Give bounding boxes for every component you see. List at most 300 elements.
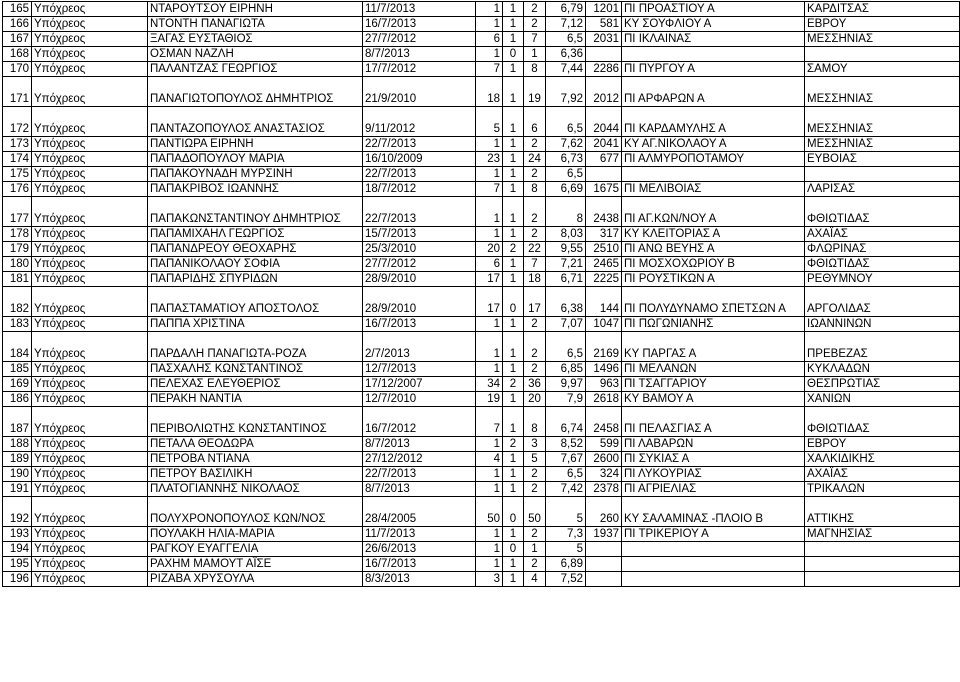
date-cell: 22/7/2013 (363, 137, 476, 152)
date-cell: 18/7/2012 (363, 182, 476, 197)
code-cell: 2012 (586, 77, 622, 107)
full-name-cell: ΠΑΝΤΑΖΟΠΟΥΛΟΣ ΑΝΑΣΤΑΣΙΟΣ (148, 107, 363, 137)
table-row (3, 47, 960, 62)
prefecture-cell: ΧΑΝΙΩΝ (805, 392, 960, 407)
prefecture-cell: ΜΕΣΣΗΝΙΑΣ (805, 137, 960, 152)
location-cell: ΠΙ ΜΕΛΙΒΟΙΑΣ (622, 182, 805, 197)
date-cell: 21/9/2010 (363, 77, 476, 107)
location-cell: ΠΙ ΛΥΚΟΥΡΙΑΣ (622, 467, 805, 482)
obligor-status-cell: Υπόχρεος (32, 287, 148, 317)
obligor-status-cell: Υπόχρεος (32, 572, 148, 587)
score-cell: 5 (546, 542, 586, 557)
code-cell: 260 (586, 497, 622, 527)
score-cell: 6,5 (546, 32, 586, 47)
full-name-cell: ΠΕΤΡΟΥ ΒΑΣΙΛΙΚΗ (148, 467, 363, 482)
date-cell: 22/7/2013 (363, 167, 476, 182)
location-cell: ΚΥ ΣΑΛΑΜΙΝΑΣ -ΠΛΟΙΟ Β (622, 497, 805, 527)
prefecture-cell (805, 47, 960, 62)
code-cell: 144 (586, 287, 622, 317)
score-cell: 8,52 (546, 437, 586, 452)
count-b-cell: 1 (503, 167, 524, 182)
obligors-table (2, 1, 960, 587)
location-cell (622, 572, 805, 587)
obligor-status-cell: Υπόχρεος (32, 557, 148, 572)
count-b-cell: 1 (503, 137, 524, 152)
table-row (3, 362, 960, 377)
count-a-cell: 17 (476, 287, 503, 317)
code-cell: 599 (586, 437, 622, 452)
count-b-cell: 0 (503, 497, 524, 527)
row-number-cell: 181 (3, 272, 32, 287)
count-total-cell: 2 (524, 2, 546, 17)
code-cell: 2618 (586, 392, 622, 407)
date-cell: 16/7/2013 (363, 17, 476, 32)
count-b-cell: 2 (503, 377, 524, 392)
count-b-cell: 1 (503, 107, 524, 137)
full-name-cell: ΠΕΡΑΚΗ ΝΑΝΤΙΑ (148, 392, 363, 407)
location-cell (622, 47, 805, 62)
code-cell: 1201 (586, 2, 622, 17)
count-total-cell: 2 (524, 362, 546, 377)
row-number-cell: 180 (3, 257, 32, 272)
obligor-status-cell: Υπόχρεος (32, 242, 148, 257)
obligor-status-cell: Υπόχρεος (32, 47, 148, 62)
code-cell (586, 167, 622, 182)
count-a-cell: 1 (476, 17, 503, 32)
count-total-cell: 2 (524, 527, 546, 542)
row-number-cell: 193 (3, 527, 32, 542)
location-cell (622, 542, 805, 557)
count-b-cell: 1 (503, 362, 524, 377)
table-row (3, 107, 960, 137)
score-cell: 6,79 (546, 2, 586, 17)
count-a-cell: 19 (476, 392, 503, 407)
code-cell: 1047 (586, 317, 622, 332)
prefecture-cell: ΑΧΑΪΑΣ (805, 227, 960, 242)
count-a-cell: 1 (476, 437, 503, 452)
date-cell: 11/7/2013 (363, 527, 476, 542)
prefecture-cell: ΕΒΡΟΥ (805, 17, 960, 32)
full-name-cell: ΠΕΤΡΟΒΑ ΝΤΙΑΝΑ (148, 452, 363, 467)
prefecture-cell: ΜΕΣΣΗΝΙΑΣ (805, 32, 960, 47)
count-total-cell: 2 (524, 482, 546, 497)
count-a-cell: 1 (476, 227, 503, 242)
full-name-cell: ΠΑΠΑΚΡΙΒΟΣ ΙΩΑΝΝΗΣ (148, 182, 363, 197)
location-cell: ΠΙ ΑΡΦΑΡΩΝ Α (622, 77, 805, 107)
count-total-cell: 2 (524, 137, 546, 152)
location-cell: ΠΙ ΤΡΙΚΕΡΙΟΥ Α (622, 527, 805, 542)
prefecture-cell: ΑΤΤΙΚΗΣ (805, 497, 960, 527)
count-a-cell: 1 (476, 197, 503, 227)
score-cell: 7,21 (546, 257, 586, 272)
count-a-cell: 1 (476, 317, 503, 332)
code-cell: 2458 (586, 407, 622, 437)
location-cell: ΠΙ ΑΓ.ΚΩΝ/ΝΟΥ Α (622, 197, 805, 227)
location-cell: ΠΙ ΑΛΜΥΡΟΠΟΤΑΜΟΥ (622, 152, 805, 167)
date-cell: 26/6/2013 (363, 542, 476, 557)
obligor-status-cell: Υπόχρεος (32, 257, 148, 272)
count-a-cell: 5 (476, 107, 503, 137)
location-cell: ΠΙ ΙΚΛΑΙΝΑΣ (622, 32, 805, 47)
code-cell: 2465 (586, 257, 622, 272)
prefecture-cell: ΙΩΑΝΝΙΝΩΝ (805, 317, 960, 332)
count-a-cell: 1 (476, 527, 503, 542)
count-b-cell: 1 (503, 407, 524, 437)
count-a-cell: 34 (476, 377, 503, 392)
code-cell: 677 (586, 152, 622, 167)
count-a-cell: 17 (476, 272, 503, 287)
count-a-cell: 3 (476, 572, 503, 587)
prefecture-cell: ΦΘΙΩΤΙΔΑΣ (805, 197, 960, 227)
score-cell: 7,3 (546, 527, 586, 542)
count-total-cell: 22 (524, 242, 546, 257)
count-b-cell: 1 (503, 197, 524, 227)
full-name-cell: ΠΟΥΛΑΚΗ ΗΛΙΑ-ΜΑΡΙΑ (148, 527, 363, 542)
row-number-cell: 186 (3, 392, 32, 407)
count-total-cell: 2 (524, 317, 546, 332)
row-number-cell: 172 (3, 107, 32, 137)
count-b-cell: 1 (503, 152, 524, 167)
table-row (3, 17, 960, 32)
full-name-cell: ΝΤΟΝΤΗ ΠΑΝΑΓΙΩΤΑ (148, 17, 363, 32)
table-row (3, 2, 960, 17)
obligor-status-cell: Υπόχρεος (32, 227, 148, 242)
obligor-status-cell: Υπόχρεος (32, 332, 148, 362)
count-total-cell: 20 (524, 392, 546, 407)
prefecture-cell: ΠΡΕΒΕΖΑΣ (805, 332, 960, 362)
table-row (3, 257, 960, 272)
row-number-cell: 169 (3, 377, 32, 392)
count-a-cell: 1 (476, 557, 503, 572)
count-total-cell: 18 (524, 272, 546, 287)
row-number-cell: 189 (3, 452, 32, 467)
score-cell: 6,85 (546, 362, 586, 377)
full-name-cell: ΠΑΠΑΣΤΑΜΑΤΙΟΥ ΑΠΟΣΤΟΛΟΣ (148, 287, 363, 317)
date-cell: 27/7/2012 (363, 257, 476, 272)
score-cell: 6,5 (546, 332, 586, 362)
table-row (3, 167, 960, 182)
score-cell: 7,67 (546, 452, 586, 467)
score-cell: 8 (546, 197, 586, 227)
count-total-cell: 7 (524, 257, 546, 272)
date-cell: 11/7/2013 (363, 2, 476, 17)
obligor-status-cell: Υπόχρεος (32, 107, 148, 137)
row-number-cell: 191 (3, 482, 32, 497)
full-name-cell: ΠΕΛΕΧΑΣ ΕΛΕΥΘΕΡΙΟΣ (148, 377, 363, 392)
count-a-cell: 1 (476, 332, 503, 362)
table-row (3, 77, 960, 107)
count-a-cell: 1 (476, 467, 503, 482)
count-b-cell: 1 (503, 257, 524, 272)
count-total-cell: 1 (524, 542, 546, 557)
count-a-cell: 7 (476, 62, 503, 77)
date-cell: 28/9/2010 (363, 272, 476, 287)
full-name-cell: ΡΙΖΑΒΑ ΧΡΥΣΟΥΛΑ (148, 572, 363, 587)
score-cell: 8,03 (546, 227, 586, 242)
count-b-cell: 1 (503, 527, 524, 542)
count-a-cell: 1 (476, 137, 503, 152)
count-total-cell: 2 (524, 467, 546, 482)
code-cell (586, 47, 622, 62)
location-cell: ΠΙ ΑΝΩ ΒΕΥΗΣ Α (622, 242, 805, 257)
count-a-cell: 1 (476, 362, 503, 377)
table-row (3, 182, 960, 197)
score-cell: 6,5 (546, 167, 586, 182)
prefecture-cell: ΚΑΡΔΙΤΣΑΣ (805, 2, 960, 17)
location-cell: ΠΙ ΠΕΛΑΣΓΙΑΣ Α (622, 407, 805, 437)
count-total-cell: 2 (524, 197, 546, 227)
date-cell: 8/7/2013 (363, 437, 476, 452)
score-cell: 5 (546, 497, 586, 527)
full-name-cell: ΠΕΡΙΒΟΛΙΩΤΗΣ ΚΩΝΣΤΑΝΤΙΝΟΣ (148, 407, 363, 437)
count-b-cell: 1 (503, 227, 524, 242)
obligor-status-cell: Υπόχρεος (32, 377, 148, 392)
obligor-status-cell: Υπόχρεος (32, 392, 148, 407)
table-row (3, 497, 960, 527)
prefecture-cell: ΦΘΙΩΤΙΔΑΣ (805, 407, 960, 437)
obligor-status-cell: Υπόχρεος (32, 467, 148, 482)
count-a-cell: 1 (476, 482, 503, 497)
row-number-cell: 194 (3, 542, 32, 557)
location-cell: ΚΥ ΠΑΡΓΑΣ Α (622, 332, 805, 362)
row-number-cell: 171 (3, 77, 32, 107)
full-name-cell: ΠΑΛΑΝΤΖΑΣ ΓΕΩΡΓΙΟΣ (148, 62, 363, 77)
full-name-cell: ΠΑΠΑΡΙΔΗΣ ΣΠΥΡΙΔΩΝ (148, 272, 363, 287)
count-b-cell: 1 (503, 62, 524, 77)
code-cell (586, 557, 622, 572)
count-total-cell: 24 (524, 152, 546, 167)
obligor-status-cell: Υπόχρεος (32, 32, 148, 47)
row-number-cell: 178 (3, 227, 32, 242)
date-cell: 28/9/2010 (363, 287, 476, 317)
table-row (3, 527, 960, 542)
prefecture-cell: ΤΡΙΚΑΛΩΝ (805, 482, 960, 497)
full-name-cell: ΠΑΠΠΑ ΧΡΙΣΤΙΝΑ (148, 317, 363, 332)
row-number-cell: 179 (3, 242, 32, 257)
count-a-cell: 18 (476, 77, 503, 107)
location-cell: ΠΙ ΚΑΡΔΑΜΥΛΗΣ Α (622, 107, 805, 137)
count-b-cell: 0 (503, 287, 524, 317)
row-number-cell: 188 (3, 437, 32, 452)
table-row (3, 317, 960, 332)
count-b-cell: 0 (503, 542, 524, 557)
date-cell: 8/7/2013 (363, 47, 476, 62)
row-number-cell: 190 (3, 467, 32, 482)
date-cell: 22/7/2013 (363, 197, 476, 227)
table-row (3, 572, 960, 587)
table-row (3, 32, 960, 47)
row-number-cell: 187 (3, 407, 32, 437)
location-cell: ΠΙ ΣΥΚΙΑΣ Α (622, 452, 805, 467)
obligor-status-cell: Υπόχρεος (32, 152, 148, 167)
location-cell (622, 167, 805, 182)
location-cell: ΠΙ ΛΑΒΑΡΩΝ (622, 437, 805, 452)
obligor-status-cell: Υπόχρεος (32, 542, 148, 557)
prefecture-cell: ΛΑΡΙΣΑΣ (805, 182, 960, 197)
date-cell: 22/7/2013 (363, 467, 476, 482)
obligor-status-cell: Υπόχρεος (32, 317, 148, 332)
score-cell: 6,74 (546, 407, 586, 437)
score-cell: 6,73 (546, 152, 586, 167)
obligor-status-cell: Υπόχρεος (32, 497, 148, 527)
code-cell: 963 (586, 377, 622, 392)
count-total-cell: 2 (524, 227, 546, 242)
count-a-cell: 6 (476, 257, 503, 272)
score-cell: 7,07 (546, 317, 586, 332)
count-total-cell: 19 (524, 77, 546, 107)
location-cell: ΠΙ ΡΟΥΣΤΙΚΩΝ Α (622, 272, 805, 287)
count-a-cell: 1 (476, 47, 503, 62)
full-name-cell: ΠΛΑΤΟΓΙΑΝΝΗΣ ΝΙΚΟΛΑΟΣ (148, 482, 363, 497)
score-cell: 7,92 (546, 77, 586, 107)
count-a-cell: 50 (476, 497, 503, 527)
date-cell: 16/7/2013 (363, 557, 476, 572)
table-row (3, 407, 960, 437)
obligor-status-cell: Υπόχρεος (32, 182, 148, 197)
prefecture-cell: ΜΕΣΣΗΝΙΑΣ (805, 77, 960, 107)
obligor-status-cell: Υπόχρεος (32, 197, 148, 227)
location-cell: ΠΙ ΠΟΛΥΔΥΝΑΜΟ ΣΠΕΤΣΩΝ Α (622, 287, 805, 317)
obligor-status-cell: Υπόχρεος (32, 362, 148, 377)
code-cell: 2031 (586, 32, 622, 47)
prefecture-cell (805, 167, 960, 182)
row-number-cell: 177 (3, 197, 32, 227)
obligor-status-cell: Υπόχρεος (32, 2, 148, 17)
row-number-cell: 195 (3, 557, 32, 572)
table-row (3, 392, 960, 407)
count-a-cell: 6 (476, 32, 503, 47)
location-cell: ΠΙ ΠΩΓΩΝΙΑΝΗΣ (622, 317, 805, 332)
row-number-cell: 184 (3, 332, 32, 362)
score-cell: 6,5 (546, 467, 586, 482)
table-row (3, 137, 960, 152)
location-cell: ΠΙ ΠΥΡΓΟΥ Α (622, 62, 805, 77)
obligor-status-cell: Υπόχρεος (32, 17, 148, 32)
count-a-cell: 7 (476, 182, 503, 197)
table-row (3, 557, 960, 572)
obligor-status-cell: Υπόχρεος (32, 482, 148, 497)
code-cell: 317 (586, 227, 622, 242)
full-name-cell: ΝΤΑΡΟΥΤΣΟΥ ΕΙΡΗΝΗ (148, 2, 363, 17)
count-b-cell: 1 (503, 182, 524, 197)
count-a-cell: 20 (476, 242, 503, 257)
score-cell: 7,44 (546, 62, 586, 77)
score-cell: 6,71 (546, 272, 586, 287)
table-row (3, 437, 960, 452)
date-cell: 27/7/2012 (363, 32, 476, 47)
prefecture-cell (805, 572, 960, 587)
table-row (3, 242, 960, 257)
count-b-cell: 1 (503, 32, 524, 47)
row-number-cell: 176 (3, 182, 32, 197)
count-total-cell: 3 (524, 437, 546, 452)
location-cell: ΚΥ ΑΓ.ΝΙΚΟΛΑΟΥ Α (622, 137, 805, 152)
count-b-cell: 1 (503, 17, 524, 32)
full-name-cell: ΠΑΠΑΝΔΡΕΟΥ ΘΕΟΧΑΡΗΣ (148, 242, 363, 257)
count-b-cell: 1 (503, 332, 524, 362)
row-number-cell: 167 (3, 32, 32, 47)
count-total-cell: 6 (524, 107, 546, 137)
table-row (3, 197, 960, 227)
full-name-cell: ΠΑΠΑΜΙΧΑΗΛ ΓΕΩΡΓΙΟΣ (148, 227, 363, 242)
row-number-cell: 168 (3, 47, 32, 62)
count-total-cell: 8 (524, 407, 546, 437)
obligor-status-cell: Υπόχρεος (32, 452, 148, 467)
count-b-cell: 2 (503, 437, 524, 452)
full-name-cell: ΠΑΠΑΚΟΥΝΑΔΗ ΜΥΡΣΙΝΗ (148, 167, 363, 182)
obligor-status-cell: Υπόχρεος (32, 167, 148, 182)
code-cell: 1937 (586, 527, 622, 542)
score-cell: 6,5 (546, 107, 586, 137)
code-cell: 2041 (586, 137, 622, 152)
full-name-cell: ΠΑΡΔΑΛΗ ΠΑΝΑΓΙΩΤΑ-ΡΟΖΑ (148, 332, 363, 362)
table-row (3, 452, 960, 467)
full-name-cell: ΠΑΝΑΓΙΩΤΟΠΟΥΛΟΣ ΔΗΜΗΤΡΙΟΣ (148, 77, 363, 107)
location-cell: ΠΙ ΑΓΡΙΕΛΙΑΣ (622, 482, 805, 497)
full-name-cell: ΠΑΠΑΔΟΠΟΥΛΟΥ ΜΑΡΙΑ (148, 152, 363, 167)
full-name-cell: ΠΑΣΧΑΛΗΣ ΚΩΝΣΤΑΝΤΙΝΟΣ (148, 362, 363, 377)
count-total-cell: 5 (524, 452, 546, 467)
prefecture-cell: ΕΥΒΟΙΑΣ (805, 152, 960, 167)
count-total-cell: 2 (524, 332, 546, 362)
location-cell: ΠΙ ΜΟΣΧΟΧΩΡΙΟΥ Β (622, 257, 805, 272)
count-total-cell: 2 (524, 167, 546, 182)
row-number-cell: 192 (3, 497, 32, 527)
row-number-cell: 174 (3, 152, 32, 167)
row-number-cell: 170 (3, 62, 32, 77)
obligor-status-cell: Υπόχρεος (32, 77, 148, 107)
table-row (3, 62, 960, 77)
code-cell: 2169 (586, 332, 622, 362)
prefecture-cell (805, 557, 960, 572)
obligor-status-cell: Υπόχρεος (32, 62, 148, 77)
count-a-cell: 7 (476, 407, 503, 437)
count-b-cell: 1 (503, 392, 524, 407)
full-name-cell: ΡΑΧΗΜ ΜΑΜΟΥΤ ΑΪΣΕ (148, 557, 363, 572)
table-row (3, 377, 960, 392)
score-cell: 6,69 (546, 182, 586, 197)
count-a-cell: 4 (476, 452, 503, 467)
full-name-cell: ΞΑΓΑΣ ΕΥΣΤΑΘΙΟΣ (148, 32, 363, 47)
count-total-cell: 4 (524, 572, 546, 587)
count-total-cell: 2 (524, 17, 546, 32)
score-cell: 7,9 (546, 392, 586, 407)
full-name-cell: ΠΑΝΤΙΩΡΑ ΕΙΡΗΝΗ (148, 137, 363, 152)
date-cell: 17/7/2012 (363, 62, 476, 77)
full-name-cell: ΠΕΤΑΛΑ ΘΕΟΔΩΡΑ (148, 437, 363, 452)
prefecture-cell: ΑΧΑΪΑΣ (805, 467, 960, 482)
score-cell: 7,42 (546, 482, 586, 497)
row-number-cell: 185 (3, 362, 32, 377)
full-name-cell: ΠΟΛΥΧΡΟΝΟΠΟΥΛΟΣ ΚΩΝ/ΝΟΣ (148, 497, 363, 527)
count-a-cell: 23 (476, 152, 503, 167)
count-total-cell: 2 (524, 557, 546, 572)
code-cell: 324 (586, 467, 622, 482)
location-cell: ΠΙ ΜΕΛΑΝΩΝ (622, 362, 805, 377)
prefecture-cell: ΜΑΓΝΗΣΙΑΣ (805, 527, 960, 542)
code-cell: 1496 (586, 362, 622, 377)
location-cell: ΠΙ ΤΣΑΓΓΑΡΙΟΥ (622, 377, 805, 392)
count-total-cell: 36 (524, 377, 546, 392)
code-cell: 2600 (586, 452, 622, 467)
prefecture-cell: ΦΘΙΩΤΙΔΑΣ (805, 257, 960, 272)
full-name-cell: ΠΑΠΑΚΩΝΣΤΑΝΤΙΝΟΥ ΔΗΜΗΤΡΙΟΣ (148, 197, 363, 227)
location-cell (622, 557, 805, 572)
row-number-cell: 182 (3, 287, 32, 317)
date-cell: 16/7/2013 (363, 317, 476, 332)
full-name-cell: ΟΣΜΑΝ ΝΑΖΛΗ (148, 47, 363, 62)
table-row (3, 332, 960, 362)
